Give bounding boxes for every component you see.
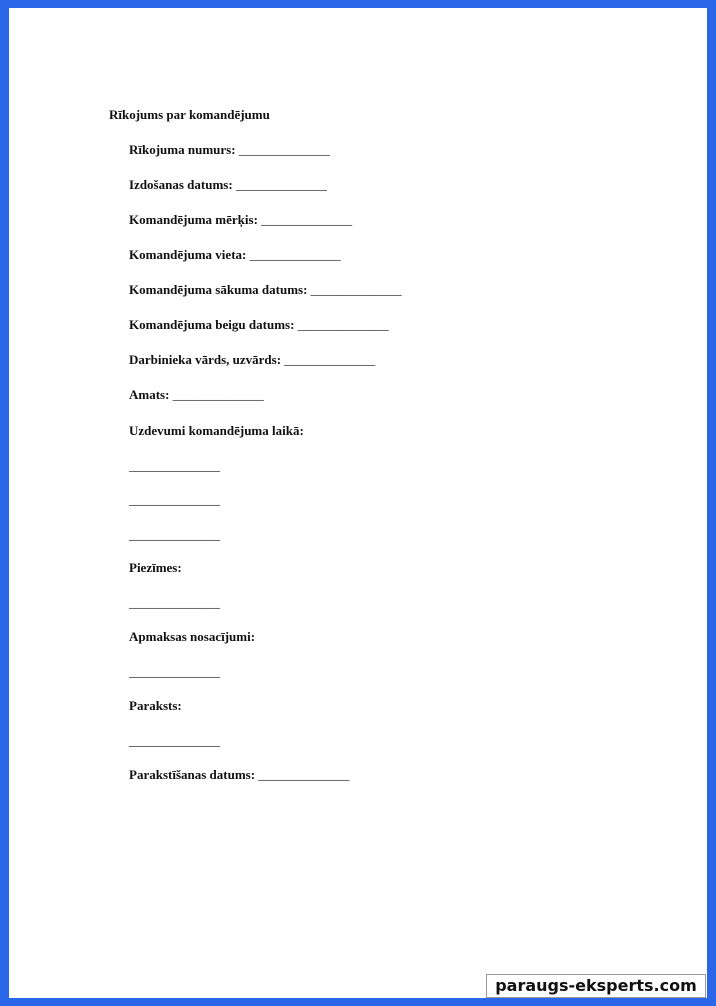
watermark-badge: paraugs-eksperts.com [486, 974, 706, 998]
field-label: Rīkojuma numurs: [129, 142, 236, 157]
blank-line[interactable]: ______________ [235, 177, 327, 192]
document-title: Rīkojums par komandējumu [109, 107, 270, 122]
tasks-blank-3[interactable]: ______________ [129, 527, 220, 542]
tasks-label: Uzdevumi komandējuma laikā: [129, 423, 304, 438]
field-label: Komandējuma sākuma datums: [129, 282, 308, 297]
blank-line[interactable]: ______________ [310, 282, 402, 297]
field-end-date [129, 317, 389, 333]
field-order-number [129, 142, 330, 158]
blank-line[interactable]: ______________ [238, 142, 330, 157]
field-label: Komandējuma vieta: [129, 247, 247, 262]
field-trip-location [129, 247, 341, 263]
blank-line[interactable]: ______________ [284, 352, 376, 367]
tasks-blank-2[interactable]: ______________ [129, 492, 220, 507]
field-signing-date [129, 767, 349, 783]
blank-line[interactable]: ______________ [258, 767, 350, 782]
field-label: Izdošanas datums: [129, 177, 233, 192]
blank-line[interactable]: ______________ [249, 247, 341, 262]
field-label: Komandējuma mērķis: [129, 212, 258, 227]
field-label: Amats: [129, 387, 170, 402]
field-label: Komandējuma beigu datums: [129, 317, 295, 332]
field-issue-date [129, 177, 327, 193]
payment-conditions-blank[interactable]: ______________ [129, 664, 220, 679]
field-label: Parakstīšanas datums: [129, 767, 256, 782]
notes-blank[interactable]: ______________ [129, 595, 220, 610]
field-position [129, 387, 264, 403]
field-label: Darbinieka vārds, uzvārds: [129, 352, 282, 367]
field-trip-purpose [129, 212, 352, 228]
field-start-date [129, 282, 402, 298]
notes-label: Piezīmes: [129, 560, 182, 575]
signature-label: Paraksts: [129, 698, 182, 713]
signature-blank[interactable]: ______________ [129, 733, 220, 748]
document-page [9, 8, 707, 998]
blank-line[interactable]: ______________ [297, 317, 389, 332]
blank-line[interactable]: ______________ [261, 212, 353, 227]
tasks-blank-1[interactable]: ______________ [129, 458, 220, 473]
blank-line[interactable]: ______________ [172, 387, 264, 402]
field-employee-name [129, 352, 375, 368]
payment-conditions-label: Apmaksas nosacījumi: [129, 629, 256, 644]
